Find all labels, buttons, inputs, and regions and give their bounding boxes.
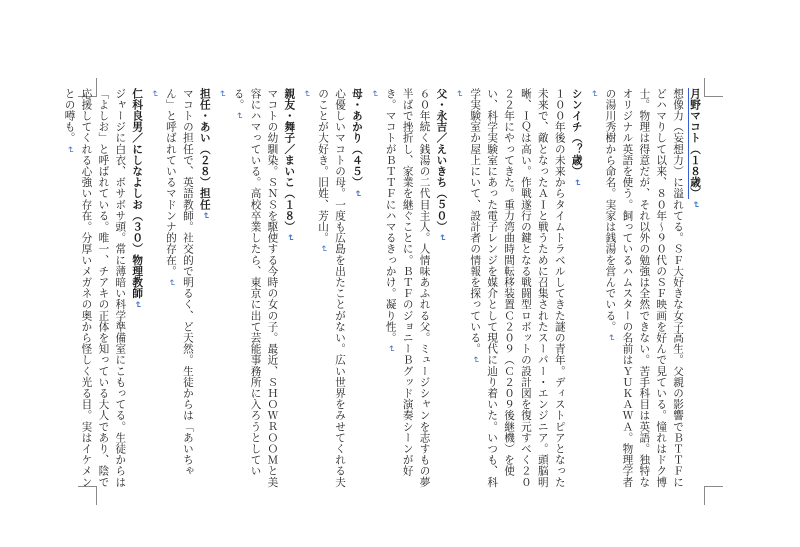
paragraph-mark-icon: ↵ <box>605 334 616 343</box>
paragraph-mark-icon: ↵ <box>149 90 160 99</box>
paragraph-mark-icon: ↵ <box>199 212 210 221</box>
vertical-text-body[interactable] <box>63 88 703 488</box>
character-description: ６０年続く銭湯の二代目主人。人情味あふれる父。ミュージシャンを志すもの夢半ばで挫折し、家業を継ぐことに。ＢＴＦのジョニーＢグッド演奏シーンが好き。マコトがＢＴＴＦにハマるきっかけ。凝り性。↵ <box>384 88 431 488</box>
paragraph-mark-icon: ↵ <box>571 178 582 187</box>
paragraph-mark-icon: ↵ <box>216 90 227 99</box>
blank-line <box>585 88 602 488</box>
paragraph-mark-icon: ↵ <box>64 145 75 154</box>
blank-line <box>449 88 466 488</box>
crop-mark-bottom-left <box>78 486 97 505</box>
character-heading: 月野マコト（１８歳）↵ <box>689 88 701 210</box>
blank-line <box>145 88 162 488</box>
character-heading: 父・永吉／えいきち（５０）↵ <box>435 88 448 243</box>
paragraph-mark-icon: ↵ <box>690 201 700 210</box>
character-description: 想像力（妄想力）に溢れてる。ＳＦ大好きな女子高生。父親の影響でＢＴＴＦにどハマりして以来、８０年～９０代のＳＦ映画を好んで見ている。憧れはドク博士。物理は得意だが、それ以外の勉強は全然できない。苦手科目は英語。独特なオリジナル英語を使う。飼っているハムスターの名前はＹＵＫＡＷＡ。物理学者の湯川秀樹から命名。実家は銭湯を営んでいる。↵ <box>604 88 685 488</box>
character-heading: 親友・舞子／まいこ（１８）↵ <box>283 88 296 243</box>
paragraph-mark-icon: ↵ <box>385 345 396 354</box>
paragraph-mark-icon: ↵ <box>233 112 244 121</box>
character-heading: 母・あかり（４５）↵ <box>350 88 363 198</box>
paragraph-mark-icon: ↵ <box>588 90 599 99</box>
character-heading: 仁科良男／にしなよしお（３０）物理教師↵ <box>131 88 144 309</box>
blank-line <box>365 88 382 488</box>
crop-mark-top-right <box>704 78 723 97</box>
blank-line <box>213 88 230 488</box>
character-description: マコトの幼馴染。ＳＮＳを駆使する今時の女の子。最近、ＳＨＯＷＲＯＯＭと美容にハマっている。高校卒業したら、東京に出て芸能事務所に入ろうとしている。↵ <box>232 88 279 488</box>
paragraph-mark-icon: ↵ <box>318 245 329 254</box>
character-description: マコトの担任で、英語教師。社交的で明るく、ど天然。生徒からは「あいちゃん」と呼ばれているマドンナ的存在。↵ <box>164 88 194 477</box>
character-heading: 担任・あい（２８）担任↵ <box>198 88 211 221</box>
paragraph-mark-icon: ↵ <box>301 90 312 99</box>
paragraph-mark-icon: ↵ <box>132 300 143 309</box>
paragraph-mark-icon: ↵ <box>284 234 295 243</box>
paragraph-mark-icon: ↵ <box>436 234 447 243</box>
character-heading: シンイチ（？歳）↵ <box>570 88 583 187</box>
character-description: 心優しいマコトの母。一度も広島を出たことがない。広い世界をみせてくれる夫のことが大好き。旧姓、芳山。↵ <box>317 88 347 488</box>
character-description: １００年後の未来からタイムトラベルしてきた謎の青年。ディストピアとなった未来で、敵となったＡＩと戦うために召集されたスーパー・エンジニア。頭脳明晰、ＩＱは高い。作戦遂行の鍵となる戦闘型ロボットの設計図を復元すべく２０２２年にやってきた。重力湾曲時間転移装置Ｃ２０９（Ｃ２０９後継機）を使い、科学実験室にあった電子レンジを媒介として現代に辿り着いた。いつも、科学実験室か屋上にいて、設計者の情報を探っている。↵ <box>469 88 566 488</box>
blank-line <box>297 88 314 488</box>
character-description: ジャージに白衣、ボサボサ頭。常に薄暗い科学準備室にこもってる。生徒からは「よしお」と呼ばれている。唯一、チアキの正体を知っている大人であり、陰で応援してくれる心強い存在。分厚いメガネの奥から怪しく光る目。実はイケメンとの噂も。↵ <box>63 88 127 488</box>
paragraph-mark-icon: ↵ <box>453 90 464 99</box>
paragraph-mark-icon: ↵ <box>165 278 176 287</box>
paragraph-mark-icon: ↵ <box>470 356 481 365</box>
paragraph-mark-icon: ↵ <box>368 90 379 99</box>
paragraph-mark-icon: ↵ <box>351 189 362 198</box>
crop-mark-bottom-right <box>704 486 723 505</box>
